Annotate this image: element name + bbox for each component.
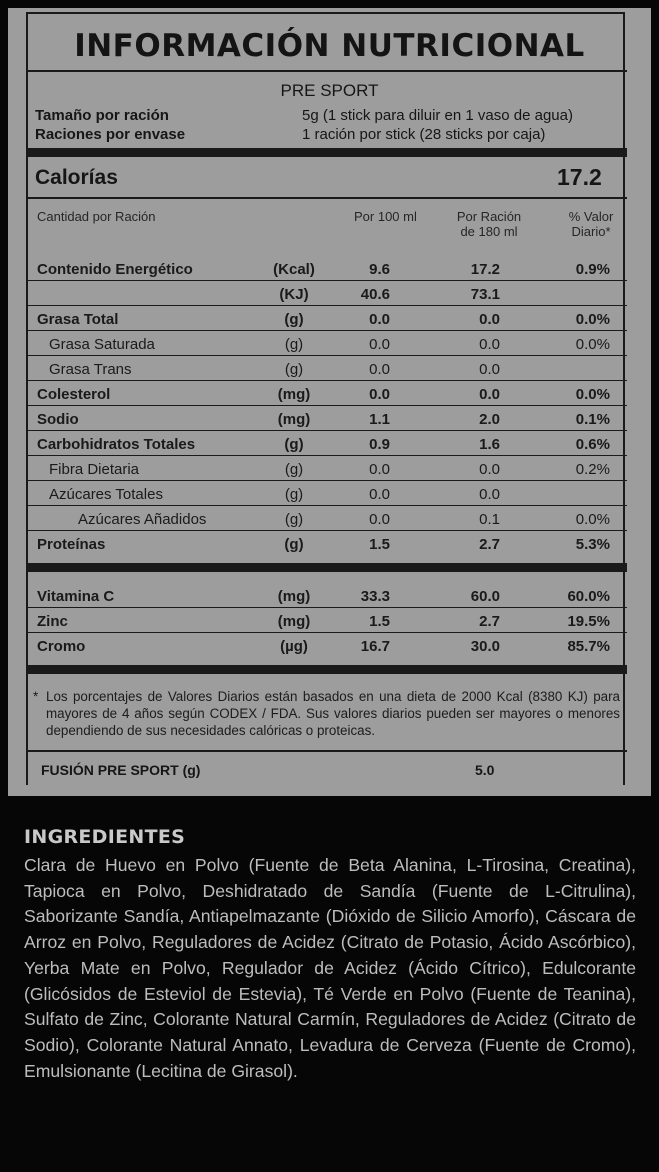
servings-per-container-label: Raciones por envase	[35, 126, 186, 143]
fusion-value: 5.0	[475, 762, 495, 778]
value-per-serving: 30.0	[470, 638, 500, 655]
daily-value: 0.9%	[575, 261, 610, 278]
nutrient-unit: (KJ)	[279, 286, 309, 303]
value-per-100ml: 9.6	[369, 261, 390, 278]
value-per-serving: 0.0	[479, 361, 500, 378]
daily-value: 85.7%	[567, 638, 610, 655]
value-per-serving: 17.2	[470, 261, 500, 278]
nutrient-unit: (mg)	[277, 588, 311, 605]
row-divider	[28, 607, 627, 608]
nutrient-unit: (g)	[284, 486, 304, 503]
label-title: INFORMACIÓN NUTRICIONAL	[74, 28, 585, 64]
nutrient-unit: (mg)	[277, 613, 311, 630]
daily-value: 0.0%	[575, 336, 610, 353]
value-per-100ml: 0.0	[369, 511, 390, 528]
divider-thick	[28, 563, 627, 572]
divider-thick	[28, 665, 627, 674]
divider	[28, 750, 627, 752]
serving-size-label: Tamaño por ración	[35, 107, 169, 124]
row-divider	[28, 455, 627, 456]
value-per-100ml: 0.9	[369, 436, 390, 453]
row-divider	[28, 530, 627, 531]
value-per-100ml: 0.0	[369, 461, 390, 478]
nutrient-unit: (g)	[284, 436, 304, 453]
nutrient-unit: (µg)	[280, 638, 308, 655]
value-per-100ml: 0.0	[369, 311, 390, 328]
nutrient-unit: (g)	[284, 336, 304, 353]
daily-value: 0.0%	[575, 511, 610, 528]
value-per-100ml: 1.5	[369, 613, 390, 630]
daily-value: 0.1%	[575, 411, 610, 428]
daily-value: 0.6%	[575, 436, 610, 453]
value-per-serving: 2.0	[479, 411, 500, 428]
value-per-100ml: 40.6	[360, 286, 390, 303]
row-divider	[28, 405, 627, 406]
value-per-serving: 0.1	[479, 511, 500, 528]
row-divider	[28, 355, 627, 356]
footnote-text: Los porcentajes de Valores Diarios están basados en una dieta de 2000 Kcal (8380 KJ) para mayores de 4 años según CODEX / FDA. Sus valores diarios pueden ser mayores o menores dependiendo de sus necesidades calóricas o proteicas.	[46, 689, 620, 738]
column-header-per-serving-line1: Por Ración	[456, 209, 522, 224]
row-divider	[28, 380, 627, 381]
daily-value: 60.0%	[567, 588, 610, 605]
calories-label: Calorías	[35, 166, 118, 189]
servings-per-container-value: 1 ración por stick (28 sticks por caja)	[302, 126, 546, 143]
value-per-serving: 0.0	[479, 386, 500, 403]
column-header-dv-line2: Diario*	[571, 224, 611, 239]
nutrient-name: Sodio	[37, 411, 79, 428]
nutrient-name: Grasa Total	[37, 311, 119, 328]
product-name: PRE SPORT	[280, 81, 379, 100]
column-header-per-100: Por 100 ml	[354, 209, 417, 224]
footnote-mark: *	[33, 689, 39, 704]
nutrient-unit: (Kcal)	[273, 261, 315, 278]
daily-value: 0.2%	[575, 461, 610, 478]
daily-value: 0.0%	[575, 386, 610, 403]
row-divider	[28, 430, 627, 431]
column-header-per-serving-line2: de 180 ml	[460, 224, 518, 239]
value-per-100ml: 33.3	[360, 588, 390, 605]
nutrient-unit: (g)	[284, 311, 304, 328]
nutrient-unit: (g)	[284, 461, 304, 478]
value-per-serving: 0.0	[479, 486, 500, 503]
value-per-serving: 73.1	[470, 286, 500, 303]
calories-value: 17.2	[557, 164, 602, 190]
row-divider	[28, 305, 627, 306]
value-per-100ml: 16.7	[360, 638, 390, 655]
nutrient-name: Contenido Energético	[37, 261, 193, 278]
daily-value: 19.5%	[567, 613, 610, 630]
divider	[28, 70, 627, 72]
nutrient-name: Azúcares Añadidos	[78, 511, 207, 528]
value-per-100ml: 0.0	[369, 386, 390, 403]
divider	[28, 197, 627, 199]
ingredients-text: Clara de Huevo en Polvo (Fuente de Beta Alanina, L-Tirosina, Creatina), Tapioca en Polvo, Deshidratado de Sandía (Fuente de L-Citrulina), Saborizante Sandía, Antiapelmazante (Dióxido de Silicio Amorfo), Cáscara de Arroz en Polvo, Reguladores de Acidez (Citrato de Potasio, Ácido Ascórbico), Yerba Mate en Polvo, Regulador de Acidez (Ácido Cítrico), Edulcorante (Glicósidos de Esteviol de Estevia), Té Verde en Polvo (Fuente de Teanina), Sulfato de Zinc, Colorante Natural Carmín, Reguladores de Acidez (Citrato de Sodio), Colorante Natural Annato, Levadura de Cerveza (Fuente de Cromo), Emulsionante (Lecitina de Girasol).	[24, 855, 636, 1081]
value-per-100ml: 0.0	[369, 486, 390, 503]
nutrient-unit: (g)	[284, 361, 304, 378]
serving-size-value: 5g (1 stick para diluir en 1 vaso de agua)	[302, 107, 573, 124]
row-divider	[28, 505, 627, 506]
nutrient-name: Carbohidratos Totales	[37, 436, 196, 453]
nutrient-unit: (mg)	[277, 411, 311, 428]
row-divider	[28, 280, 627, 281]
value-per-100ml: 1.1	[369, 411, 390, 428]
row-divider	[28, 632, 627, 633]
nutrient-name: Cromo	[37, 638, 86, 655]
daily-value: 5.3%	[575, 536, 610, 553]
divider-thick	[28, 148, 627, 157]
row-divider	[28, 330, 627, 331]
nutrient-unit: (g)	[284, 511, 304, 528]
nutrient-name: Colesterol	[37, 386, 111, 403]
column-header-dv-line1: % Valor	[568, 209, 614, 224]
nutrient-name: Zinc	[37, 613, 68, 630]
daily-value: 0.0%	[575, 311, 610, 328]
value-per-serving: 0.0	[479, 336, 500, 353]
nutrient-unit: (g)	[284, 536, 304, 553]
nutrient-name: Fibra Dietaria	[49, 461, 140, 478]
value-per-serving: 2.7	[479, 536, 500, 553]
nutrient-name: Vitamina C	[37, 588, 115, 605]
value-per-100ml: 0.0	[369, 361, 390, 378]
ingredients-title: INGREDIENTES	[24, 826, 186, 848]
nutrient-name: Proteínas	[37, 536, 106, 553]
table-row	[0, 638, 659, 660]
nutrient-unit: (mg)	[277, 386, 311, 403]
nutrient-name: Grasa Saturada	[49, 336, 155, 353]
value-per-serving: 0.0	[479, 461, 500, 478]
fusion-label: FUSIÓN PRE SPORT (g)	[41, 762, 201, 778]
column-header-per-serving	[440, 209, 538, 239]
row-divider	[28, 480, 627, 481]
value-per-100ml: 1.5	[369, 536, 390, 553]
value-per-serving: 60.0	[470, 588, 500, 605]
value-per-serving: 0.0	[479, 311, 500, 328]
column-header-name: Cantidad por Ración	[37, 209, 156, 224]
nutrient-name: Grasa Trans	[49, 361, 132, 378]
value-per-100ml: 0.0	[369, 336, 390, 353]
column-header-daily-value	[556, 209, 626, 239]
value-per-serving: 1.6	[479, 436, 500, 453]
value-per-serving: 2.7	[479, 613, 500, 630]
nutrient-name: Azúcares Totales	[49, 486, 163, 503]
table-row	[0, 536, 659, 558]
